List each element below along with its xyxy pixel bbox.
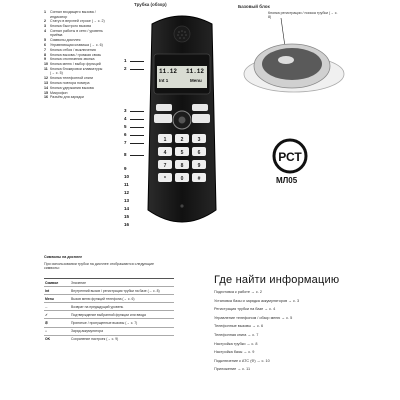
display-time: 11.12 (159, 68, 178, 75)
info-list-item[interactable]: Управление телефоном / обзор меню → с. 5 (214, 315, 293, 320)
meaning-cell: Внутренний вызов / регистрация трубки на базе (→ с. 8) (70, 287, 174, 295)
base-station-graphic (236, 16, 346, 96)
svg-text:7: 7 (163, 163, 167, 169)
callout-leader-line (130, 69, 144, 70)
table-row (44, 311, 174, 319)
handset-label-left-side: 4 (124, 116, 127, 121)
svg-text:3: 3 (197, 137, 201, 143)
meaning-cell: Заряд аккумулятора (70, 327, 174, 335)
callout-leader-line (130, 111, 144, 112)
handset-header: Трубка (обзор) (134, 2, 167, 7)
callout-text: Управляющая клавиша (→ с. 6) (50, 42, 103, 47)
handset-label-bottom: 11 (124, 182, 129, 187)
callout-number: 14 (44, 85, 48, 90)
info-list-item[interactable]: Телефонные вызовы → с. 6 (214, 324, 264, 329)
svg-text:*: * (164, 176, 166, 182)
callout-text: Кнопка отбоя / выключения (50, 47, 96, 52)
info-section-list (214, 290, 364, 376)
callout-text: Кнопка вызова / громкая связь (50, 52, 102, 57)
symbol-cell: OK (44, 335, 70, 343)
handset-label-bottom: 10 (124, 174, 130, 179)
svg-text:8: 8 (180, 163, 184, 169)
certification-mark-icon (270, 136, 310, 176)
callout-leader-line (130, 135, 144, 136)
callout-item (44, 10, 106, 19)
callout-number: 16 (44, 95, 48, 100)
callout-number: 12 (44, 76, 48, 81)
symbol-cell: Int (44, 287, 70, 295)
callout-number: 5 (44, 38, 46, 43)
svg-text:4: 4 (163, 150, 167, 156)
base-header: Базовый блок (238, 4, 270, 9)
callout-leader-line (130, 119, 144, 120)
handset-label-left-side: 5 (124, 124, 127, 129)
svg-text:0: 0 (180, 176, 184, 182)
info-list-item[interactable]: Подготовка к работе → с. 2 (214, 290, 263, 294)
info-list-item[interactable]: Телефонная книга → с. 7 (214, 332, 259, 337)
handset-label-bottom: 13 (124, 198, 130, 203)
display-softkey-right: Menu (190, 78, 202, 83)
callout-number: 13 (44, 81, 48, 86)
callout-text: Кнопка повтора номера (50, 81, 90, 86)
meaning-cell: Значение (70, 279, 174, 287)
info-section-title: Где найти информацию (214, 274, 340, 286)
callout-item (44, 67, 106, 76)
handset-label-left-side: 1 (124, 58, 127, 63)
callout-number: 9 (44, 57, 46, 62)
symbol-cell: ✆ (44, 319, 70, 327)
info-list-item[interactable]: Регистрация трубки на базе → с. 4 (214, 307, 276, 312)
callout-number: 3 (44, 24, 46, 29)
symbol-cell: Menu (44, 295, 70, 303)
callout-number: 10 (44, 62, 48, 67)
callout-text: Кнопка меню / выбор функций (50, 62, 101, 67)
meaning-cell: Подтверждение выбранной функции или ввода (70, 311, 174, 319)
svg-text:6: 6 (197, 150, 201, 156)
callout-number: 11 (44, 66, 48, 71)
callout-text: Статус в верхней строке (→ с. 2) (50, 19, 105, 24)
info-list-item[interactable]: Подключение к АТС (Ф) → с. 10 (214, 358, 270, 363)
svg-text:2: 2 (180, 137, 184, 143)
symbol-cell: ⌂ (44, 327, 70, 335)
svg-text:1: 1 (163, 137, 167, 143)
callout-item (44, 95, 106, 100)
symbol-cell: ← (44, 303, 70, 311)
meaning-cell: Сохранение настроек (→ с. 9) (70, 335, 174, 343)
icons-section-title: Символы на дисплее (44, 255, 83, 259)
table-row (44, 287, 174, 295)
callout-number: 2 (44, 19, 46, 24)
handset-label-left-side: 3 (124, 108, 127, 113)
callout-text: Кнопка телефонной книги (50, 76, 94, 81)
callout-item (44, 29, 106, 38)
callout-leader-line (130, 61, 144, 62)
table-row (44, 279, 174, 287)
info-list-item[interactable]: Настройка трубки → с. 8 (214, 341, 258, 346)
handset-label-left-side: 7 (124, 140, 127, 145)
base-callout-text: Кнопка регистрации / поиска трубки (→ с. 8) (268, 11, 338, 20)
svg-text:#: # (197, 176, 201, 182)
handset-label-bottom: 9 (124, 166, 127, 171)
symbol-cell: Символ (44, 279, 70, 287)
info-list-item[interactable]: Установка базы и зарядка аккумуляторов → с. 3 (214, 298, 300, 303)
callout-text: Сигнал входящего вызова / индикатор (50, 10, 96, 19)
callout-text: Кнопка быстрого вызова (50, 24, 91, 29)
callout-text: Кнопка отключения звонка (50, 57, 95, 62)
table-row (44, 327, 174, 335)
callout-text: Сигнал работы в сети / уровень приёма (50, 28, 103, 38)
table-row (44, 303, 174, 311)
display-date: 11.12 (186, 68, 205, 75)
symbol-cell: ✓ (44, 311, 70, 319)
callout-number: 8 (44, 52, 46, 57)
display-symbols-table (44, 278, 174, 343)
svg-text:5: 5 (180, 150, 184, 156)
meaning-cell: Принятые / пропущенные вызовы (→ с. 7) (70, 319, 174, 327)
handset-label-bottom: 16 (124, 222, 130, 227)
table-row (44, 335, 174, 343)
svg-text:9: 9 (197, 163, 201, 169)
callout-leader-line (130, 143, 144, 144)
callout-text: Символы дисплея (50, 38, 81, 43)
svg-text:РСТ: РСТ (278, 150, 302, 164)
handset-label-left-side: 6 (124, 132, 127, 137)
meaning-cell: Возврат на предыдущий уровень (70, 303, 174, 311)
handset-label-bottom: 12 (124, 190, 130, 195)
table-row (44, 319, 174, 327)
callout-text: Микрофон (50, 90, 68, 95)
callout-leader-line (130, 127, 144, 128)
callout-number: 15 (44, 90, 48, 95)
handset-graphic (132, 10, 232, 232)
meaning-cell: Вызов меню функций телефона (→ с. 6) (70, 295, 174, 303)
callout-text: Кнопка удержания вызова (50, 85, 94, 90)
callout-number: 6 (44, 42, 46, 47)
handset-label-bottom: 14 (124, 206, 130, 211)
callout-leader-line (130, 155, 144, 156)
icons-section-description: При использовании трубки на дисплее отображаются следующие символы: (44, 262, 155, 271)
info-list-item[interactable]: Настройка базы → с. 9 (214, 350, 255, 355)
callout-text: Разъём для зарядки (50, 95, 84, 100)
handset-label-left-side: 2 (124, 66, 127, 71)
callout-number: 1 (44, 10, 46, 14)
certification-code: МЛ05 (276, 176, 298, 185)
display-softkey-left: Int 1 (159, 78, 169, 83)
callout-number: 4 (44, 28, 46, 33)
handset-callout-list (44, 10, 106, 100)
handset-illustration (132, 10, 232, 232)
handset-label-left-side: 8 (124, 152, 127, 157)
callout-number: 7 (44, 47, 46, 52)
handset-label-bottom: 15 (124, 214, 130, 219)
callout-text: Кнопка блокировки клавиатуры (→ с. 5) (50, 66, 103, 76)
table-row (44, 295, 174, 303)
info-list-item[interactable]: Приложение → с. 11 (214, 367, 251, 372)
